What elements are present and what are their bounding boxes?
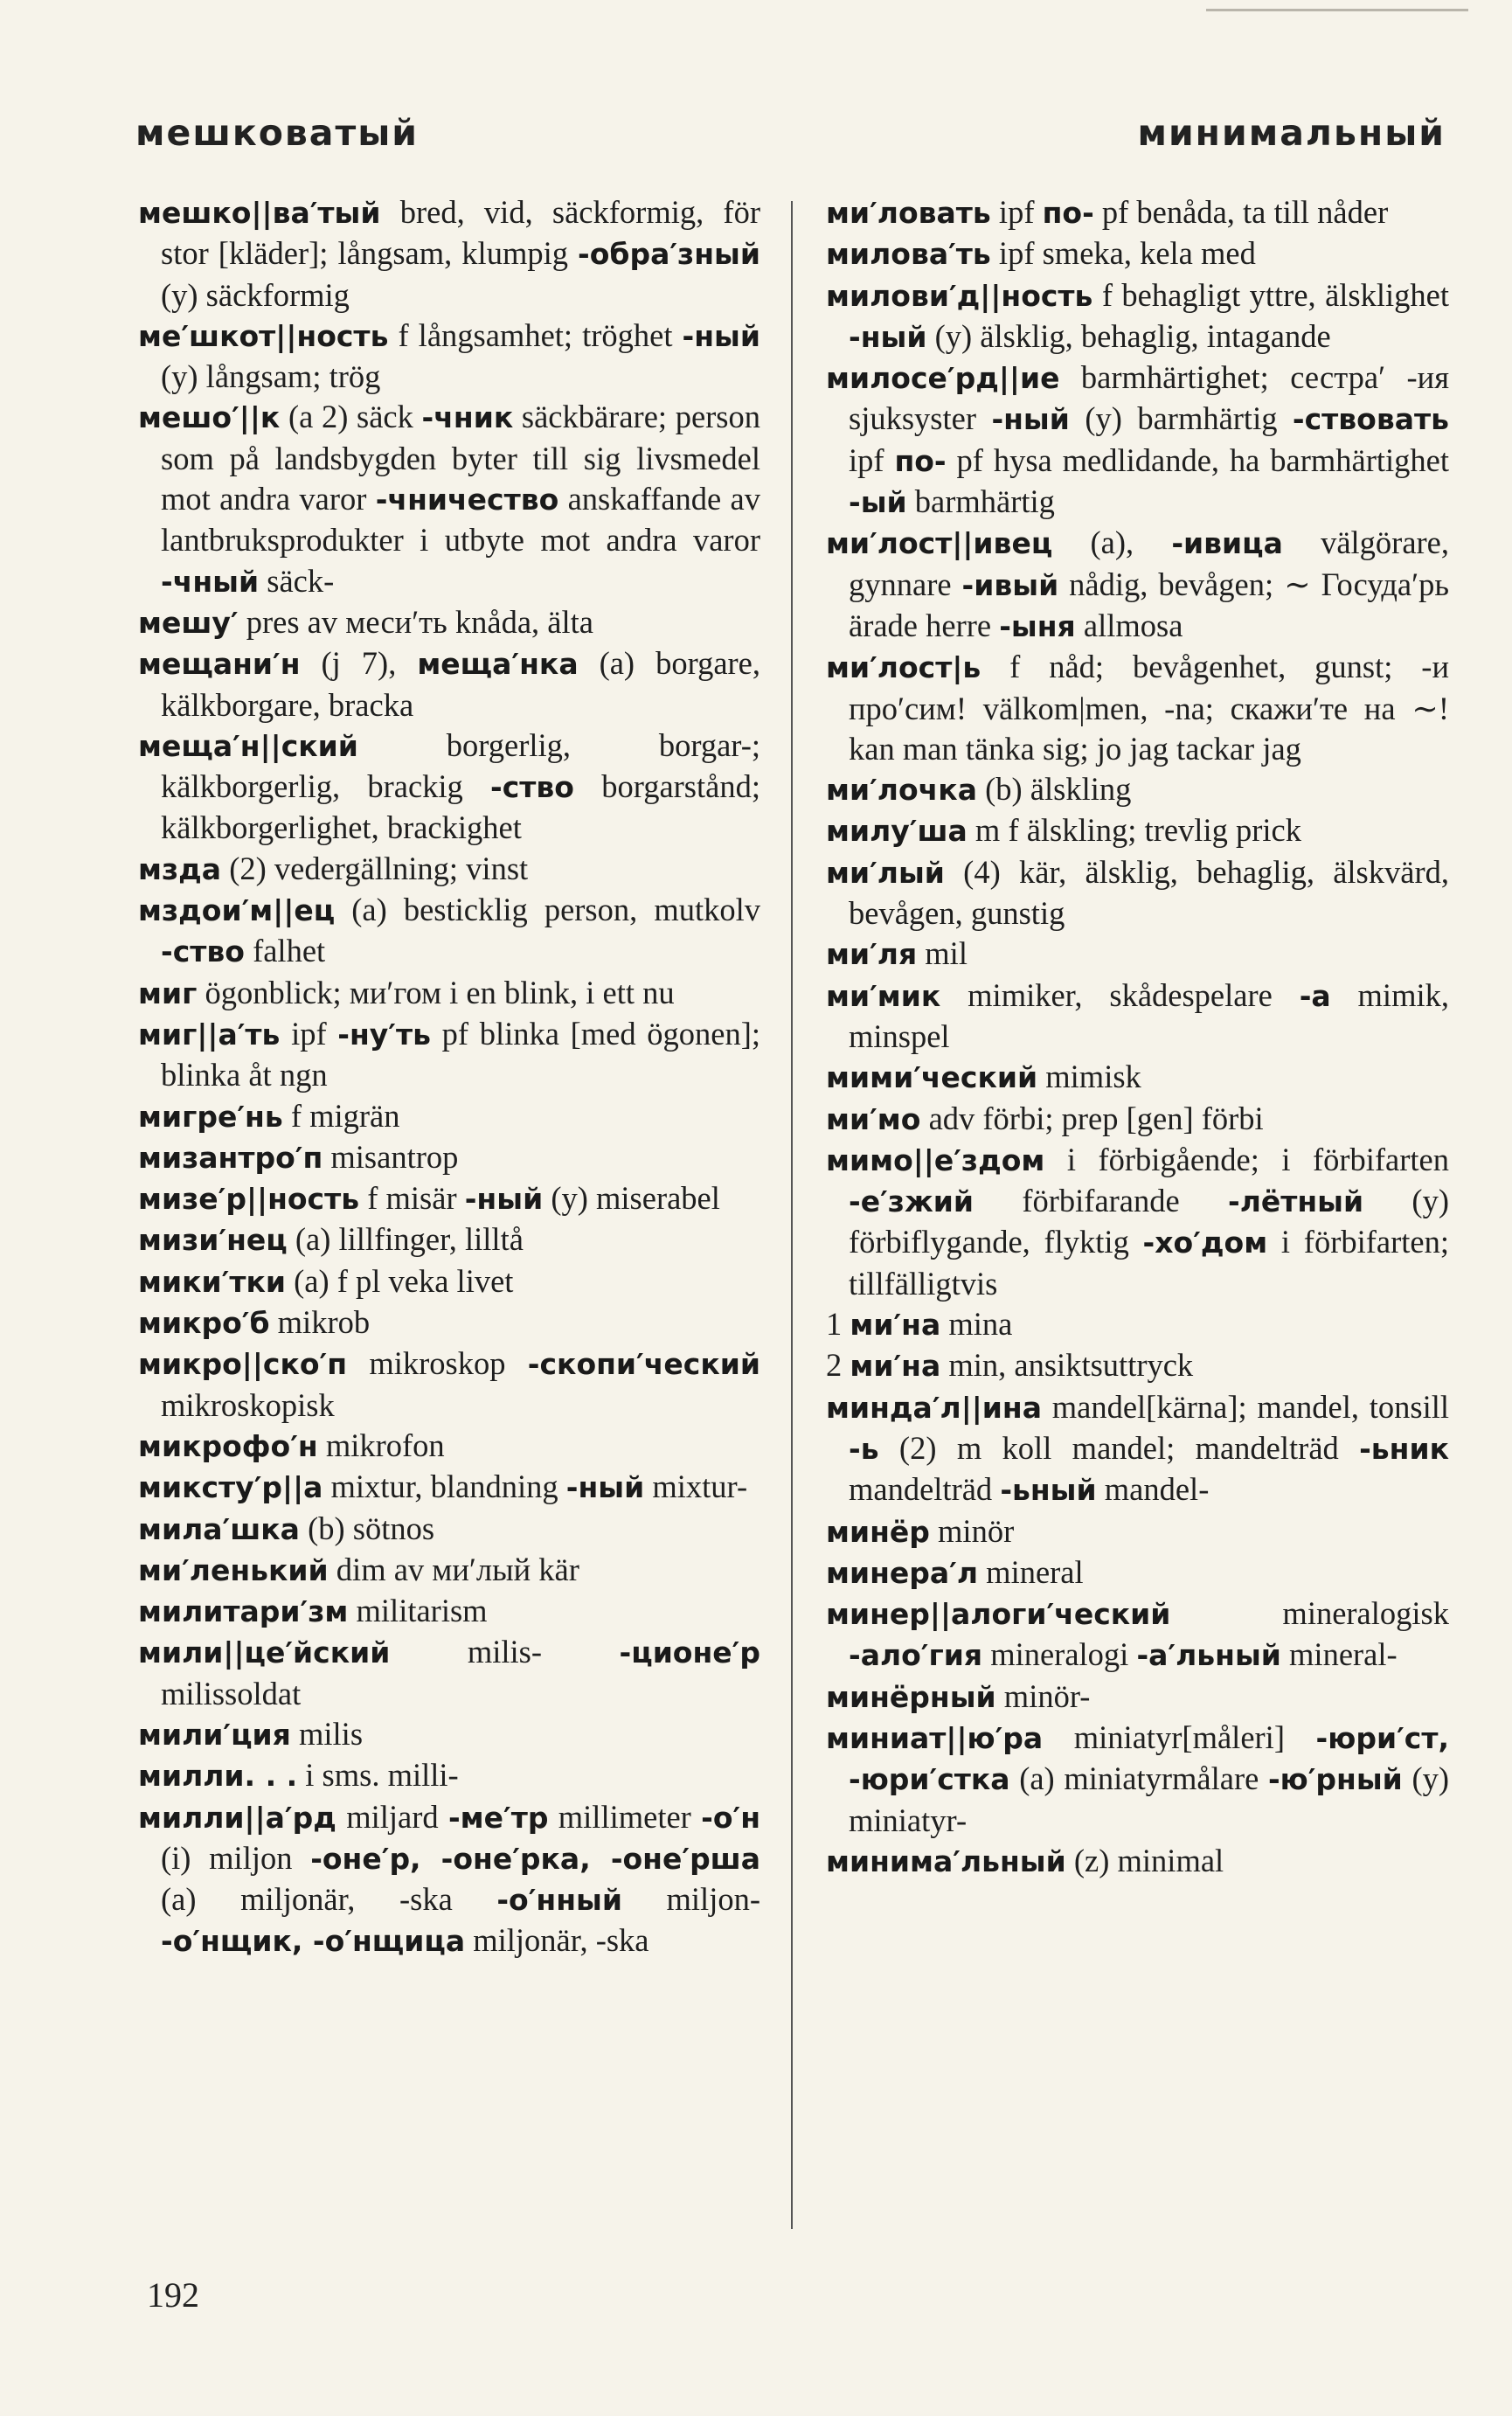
headword: ми′лочка xyxy=(826,773,977,808)
headword: -юри′ст, -юри′стка xyxy=(849,1720,1449,1797)
headword: милу′ша xyxy=(826,814,968,849)
dictionary-entry xyxy=(138,725,760,849)
definition-text: (j 7), xyxy=(300,645,418,682)
definition-text: 2 xyxy=(826,1347,850,1384)
definition-text: milis- xyxy=(390,1634,620,1670)
definition-text: säckbärare; person som på landsbygden byter till sig livsmedel mot andra varor xyxy=(161,399,761,517)
definition-text: f behagligt yttre, älsklighet xyxy=(1092,276,1449,313)
headword: минима′льный xyxy=(826,1843,1066,1878)
headword: ми′ленький xyxy=(138,1552,329,1587)
definition-text: miniatyr[måleri] xyxy=(1043,1718,1316,1755)
dictionary-entry xyxy=(826,934,1449,975)
definition-text: ipf xyxy=(849,441,895,478)
headword: -ый xyxy=(849,485,907,520)
dictionary-entry xyxy=(138,1797,760,1962)
dictionary-entry xyxy=(826,192,1449,233)
headword: -ный xyxy=(849,319,927,354)
headword: миг||а′ть xyxy=(138,1017,281,1052)
dictionary-entry xyxy=(826,1304,1449,1345)
definition-text: (b) sötnos xyxy=(299,1510,435,1546)
dictionary-entry xyxy=(826,523,1449,647)
definition-text: (a) besticklig person, mutkolv xyxy=(335,892,760,928)
headword: меща′н||ский xyxy=(138,728,358,763)
headword: миниат||ю′ра xyxy=(826,1720,1044,1755)
definition-text: f migrän xyxy=(282,1097,400,1134)
definition-text: säck- xyxy=(259,562,335,599)
headword: милови′д||ность xyxy=(826,278,1093,313)
dictionary-entry xyxy=(138,1302,760,1343)
dictionary-entry xyxy=(138,1137,760,1178)
headword: ми′мо xyxy=(826,1101,921,1136)
headword: микро′б xyxy=(138,1306,270,1341)
headword: ме′шкот||ность xyxy=(138,318,389,353)
headword: по- xyxy=(894,443,947,478)
definition-text: mixtur- xyxy=(644,1468,748,1505)
headword: по- xyxy=(1042,196,1094,230)
headword: мешко||ва′тый xyxy=(138,196,381,230)
headword: ми′лост||ивец xyxy=(826,526,1053,561)
definition-text: milis xyxy=(290,1715,364,1752)
definition-text: (y) älsklig, behaglig, intagande xyxy=(926,317,1331,354)
definition-text: miljard xyxy=(336,1798,448,1835)
definition-text: (a) f pl veka livet xyxy=(285,1262,514,1299)
headword: -ивица xyxy=(1171,526,1283,561)
dictionary-entry xyxy=(826,1841,1449,1882)
dictionary-entry xyxy=(138,1714,760,1755)
headword: мздои′м||ец xyxy=(138,893,336,928)
definition-text: (a) lillfinger, lilltå xyxy=(287,1221,524,1258)
definition-text: nådig, bevågen; ∼ Госуда′рь ärade herre xyxy=(849,566,1449,643)
definition-text: mil xyxy=(917,935,968,972)
definition-text: (b) älskling xyxy=(976,771,1132,808)
dictionary-entry xyxy=(138,849,760,890)
definition-text: (y) långsam; trög xyxy=(161,358,381,395)
headword: -а xyxy=(1299,978,1331,1013)
dictionary-entry xyxy=(138,1632,760,1714)
definition-text: m f älskling; trevlig prick xyxy=(967,812,1301,849)
definition-text: misantrop xyxy=(323,1138,459,1175)
definition-text: f långsamhet; tröghet xyxy=(388,316,683,353)
definition-text: (a), xyxy=(1052,524,1172,561)
headword: -а′льный xyxy=(1136,1638,1281,1673)
definition-text: (i) miljon xyxy=(161,1839,311,1876)
headword: мили′ция xyxy=(138,1717,291,1752)
definition-text: ipf smeka, kela med xyxy=(990,235,1256,272)
dictionary-entry xyxy=(826,852,1449,934)
headword: ми′ловать xyxy=(826,196,991,230)
dictionary-entry xyxy=(826,647,1449,769)
right-column xyxy=(826,192,1449,1882)
headword: ми′мик xyxy=(826,978,941,1013)
headword: -о′нщик, -о′нщица xyxy=(161,1924,466,1959)
definition-text: (y) förbiflygande, flyktig xyxy=(849,1183,1449,1260)
definition-text: (y) miniatyr- xyxy=(849,1760,1450,1838)
definition-text: f nåd; bevågenhet, gunst; -и про′сим! välkom|men, -na; скажи′те на ∼! kan man tänka sig; jo jag tackar jag xyxy=(849,649,1449,767)
dictionary-entry xyxy=(138,1096,760,1137)
definition-text: borgerlig, borgar-; kälkborgerlig, brackig xyxy=(161,726,760,805)
dictionary-entry xyxy=(826,769,1449,810)
headword: милитари′зм xyxy=(138,1594,349,1629)
headword: ми′лый xyxy=(826,855,945,890)
headword: -ный xyxy=(565,1470,645,1505)
headword: минер||алоги′ческий xyxy=(826,1597,1171,1632)
dictionary-entry xyxy=(826,1057,1449,1098)
headword: -ный xyxy=(464,1182,544,1217)
definition-text: milissoldat xyxy=(161,1675,302,1711)
dictionary-entry xyxy=(138,890,760,973)
headword: -ствовать xyxy=(1292,402,1449,437)
headword: -чничество xyxy=(375,483,559,517)
definition-text: minör- xyxy=(995,1677,1091,1714)
dictionary-entry xyxy=(138,192,760,316)
headword: ми′на xyxy=(850,1308,941,1343)
dictionary-entry xyxy=(826,1718,1449,1841)
headword: минёрный xyxy=(826,1679,996,1714)
dictionary-entry xyxy=(138,316,760,398)
definition-text: mikroskop xyxy=(347,1345,528,1382)
dictionary-entry xyxy=(826,1099,1449,1140)
dictionary-entry xyxy=(138,1467,760,1508)
headword: -ство xyxy=(161,934,245,969)
dictionary-entry xyxy=(138,1261,760,1302)
definition-text: barmhärtig xyxy=(906,483,1055,520)
dictionary-entry xyxy=(138,973,760,1014)
definition-text: bred, vid, säckformig, för stor [kläder]; långsam, klumpig xyxy=(161,194,760,272)
headword: -ю′рный xyxy=(1267,1762,1403,1797)
headword: -лётный xyxy=(1228,1184,1364,1219)
headword: ми′на xyxy=(850,1349,941,1384)
dictionary-entry xyxy=(138,1343,760,1426)
dictionary-entry xyxy=(826,1511,1449,1552)
dictionary-entry xyxy=(138,1550,760,1591)
definition-text: dim av ми′лый kär xyxy=(328,1551,579,1587)
definition-text: min, ansiktsuttryck xyxy=(940,1347,1194,1384)
headword: мещани′н xyxy=(138,647,301,682)
definition-text: adv förbi; prep [gen] förbi xyxy=(920,1100,1264,1136)
headword: мила′шка xyxy=(138,1511,300,1546)
dictionary-entry xyxy=(826,1593,1449,1677)
column-divider xyxy=(791,201,793,2229)
dictionary-entry xyxy=(138,602,760,643)
definition-text: pres av меси′ть knåda, älta xyxy=(238,603,593,640)
top-edge-rule xyxy=(1206,9,1468,11)
definition-text: mixtur, blandning xyxy=(323,1468,566,1505)
definition-text: minör xyxy=(929,1512,1015,1549)
definition-text: i förbifarten; tillfälligtvis xyxy=(849,1224,1449,1302)
definition-text: (2) vedergällning; vinst xyxy=(221,850,529,886)
dictionary-entry xyxy=(826,358,1449,523)
definition-text: (y) barmhärtig xyxy=(1069,400,1293,437)
headword: -е′зжий xyxy=(849,1184,974,1219)
definition-text: (z) minimal xyxy=(1065,1842,1224,1878)
headword: минёр xyxy=(826,1514,930,1549)
headword: мешу′ xyxy=(138,605,239,640)
dictionary-entry xyxy=(826,1345,1449,1386)
headword: мешо′||к xyxy=(138,400,281,435)
headword: -чный xyxy=(161,564,260,599)
right-guide-word: минимальный xyxy=(1137,112,1446,154)
dictionary-entry xyxy=(826,233,1449,274)
definition-text: (a) borgare, kälkborgare, bracka xyxy=(161,645,760,723)
definition-text: mineral xyxy=(978,1553,1084,1590)
headword: мизантро′п xyxy=(138,1140,323,1175)
dictionary-entry xyxy=(826,810,1449,851)
headword: -ьный xyxy=(1000,1473,1097,1508)
definition-text: f misär xyxy=(359,1180,465,1217)
headword: минда′л||ина xyxy=(826,1390,1042,1425)
definition-text: pf benåda, ta till nåder xyxy=(1093,194,1389,230)
headword: мимо||е′здом xyxy=(826,1142,1045,1177)
definition-text: mikroskopisk xyxy=(161,1386,335,1423)
dictionary-entry xyxy=(826,1677,1449,1718)
headword: -ционе′р xyxy=(619,1635,760,1670)
dictionary-entry xyxy=(138,1591,760,1632)
headword: минера′л xyxy=(826,1555,979,1590)
dictionary-entry xyxy=(826,1140,1449,1304)
definition-text: miljonär, -ska xyxy=(465,1922,649,1959)
definition-text: ipf xyxy=(990,194,1043,230)
headword: -ыня xyxy=(999,608,1076,643)
definition-text: mandel[kärna]; mandel, tonsill xyxy=(1041,1388,1449,1425)
definition-text: (4) kär, älsklig, behaglig, älskvärd, bevågen, gunstig xyxy=(849,853,1449,932)
dictionary-entry xyxy=(138,1219,760,1260)
headword: -ало′гия xyxy=(849,1638,983,1673)
headword: -о′н xyxy=(701,1800,760,1835)
dictionary-entry xyxy=(138,643,760,725)
definition-text: millimeter xyxy=(548,1798,702,1835)
definition-text: mineral- xyxy=(1280,1636,1398,1673)
definition-text: välgörare, gynnare xyxy=(849,524,1449,602)
dictionary-entry xyxy=(826,275,1449,358)
headword: -ну′ть xyxy=(337,1017,431,1052)
definition-text: 1 xyxy=(826,1306,850,1343)
headword: -ме′тр xyxy=(447,1800,549,1835)
headword: микрофо′н xyxy=(138,1428,318,1463)
definition-text: (a) miniatyrmålare xyxy=(1009,1760,1268,1797)
dictionary-entry xyxy=(138,1178,760,1219)
headword: микро||ско′п xyxy=(138,1347,348,1382)
definition-text: (a) miljonär, -ska xyxy=(161,1881,497,1918)
definition-text: pf hysa medlidande, ha barmhärtighet xyxy=(946,441,1450,478)
dictionary-entry xyxy=(138,1014,760,1096)
definition-text: ögonblick; ми′гом i en blink, i ett nu xyxy=(197,974,675,1010)
headword: мили||це′йский xyxy=(138,1635,391,1670)
headword: -ный xyxy=(682,318,760,353)
left-column xyxy=(138,192,760,1962)
headword: -ь xyxy=(849,1431,879,1466)
definition-text: mimik, minspel xyxy=(849,976,1449,1054)
headword: -обра′зный xyxy=(578,237,760,272)
headword: -ный xyxy=(991,402,1070,437)
dictionary-entry xyxy=(138,1509,760,1550)
headword: мигре′нь xyxy=(138,1099,283,1134)
dictionary-entry xyxy=(138,1755,760,1796)
definition-text: mina xyxy=(940,1306,1013,1343)
left-guide-word: мешковатый xyxy=(135,112,420,154)
definition-text: (2) m koll mandel; mandelträd xyxy=(878,1429,1360,1466)
headword: ми′ля xyxy=(826,937,918,972)
definition-text: falhet xyxy=(244,933,326,969)
headword: -ивый xyxy=(961,567,1059,602)
definition-text: pf blinka [med ögonen]; blinka åt ngn xyxy=(161,1015,760,1093)
headword: мзда xyxy=(138,851,222,886)
headword: -хо′дом xyxy=(1142,1225,1268,1260)
headword: -скопи′ческий xyxy=(527,1347,760,1382)
dictionary-entry xyxy=(826,1552,1449,1593)
headword: -ство xyxy=(490,770,574,805)
definition-text: ipf xyxy=(280,1015,338,1052)
headword: -о′нный xyxy=(496,1883,622,1918)
definition-text: borgarstånd; kälkborgerlighet, brackighet xyxy=(161,768,760,846)
headword: милли||а′рд xyxy=(138,1800,336,1835)
definition-text: mandel- xyxy=(1096,1471,1210,1508)
definition-text: miljon- xyxy=(621,1881,760,1918)
definition-text: i förbigående; i förbifarten xyxy=(1044,1141,1449,1177)
headword: милли. . . xyxy=(138,1759,298,1794)
definition-text: (y) säckformig xyxy=(161,276,350,313)
definition-text: anskaffande av lantbruksprodukter i utbyte mot andra varor xyxy=(161,481,760,559)
headword: ми′лост|ь xyxy=(826,650,981,685)
definition-text: militarism xyxy=(348,1593,488,1629)
definition-text: (a 2) säck xyxy=(280,399,422,435)
definition-text: allmosa xyxy=(1075,607,1183,643)
definition-text: mineralogisk xyxy=(1170,1595,1449,1632)
dictionary-entry xyxy=(826,1387,1449,1511)
definition-text: mimiker, skådespelare xyxy=(940,976,1300,1013)
headword: мими′ческий xyxy=(826,1060,1038,1095)
definition-text: mineralogi xyxy=(982,1636,1137,1673)
headword: мики′тки xyxy=(138,1264,286,1299)
headword: -ьник xyxy=(1359,1431,1449,1466)
dictionary-entry xyxy=(138,397,760,601)
headword: мизи′нец xyxy=(138,1223,288,1258)
dictionary-entry xyxy=(138,1426,760,1467)
headword: мизе′р||ность xyxy=(138,1182,360,1217)
headword: милосе′рд||ие xyxy=(826,361,1060,396)
dictionary-entry xyxy=(826,975,1449,1058)
definition-text: mandelträd xyxy=(849,1471,1001,1508)
headword: миг xyxy=(138,975,198,1010)
definition-text: (y) miserabel xyxy=(543,1180,720,1217)
definition-text: i sms. milli- xyxy=(297,1757,459,1794)
definition-text: mikrofon xyxy=(317,1427,445,1463)
headword: -оне′р, -оне′рка, -оне′рша xyxy=(310,1841,760,1876)
definition-text: mikrob xyxy=(269,1304,371,1341)
definition-text: mimisk xyxy=(1037,1059,1141,1095)
definition-text: förbifarande xyxy=(974,1183,1228,1219)
definition-text: barmhärtighet; сестра′ -ия sjuksyster xyxy=(849,359,1449,437)
headword: -чник xyxy=(421,400,514,435)
page-number: 192 xyxy=(147,2275,199,2315)
headword: меща′нка xyxy=(417,647,579,682)
headword: милова′ть xyxy=(826,237,991,272)
headword: миксту′р||а xyxy=(138,1470,323,1505)
